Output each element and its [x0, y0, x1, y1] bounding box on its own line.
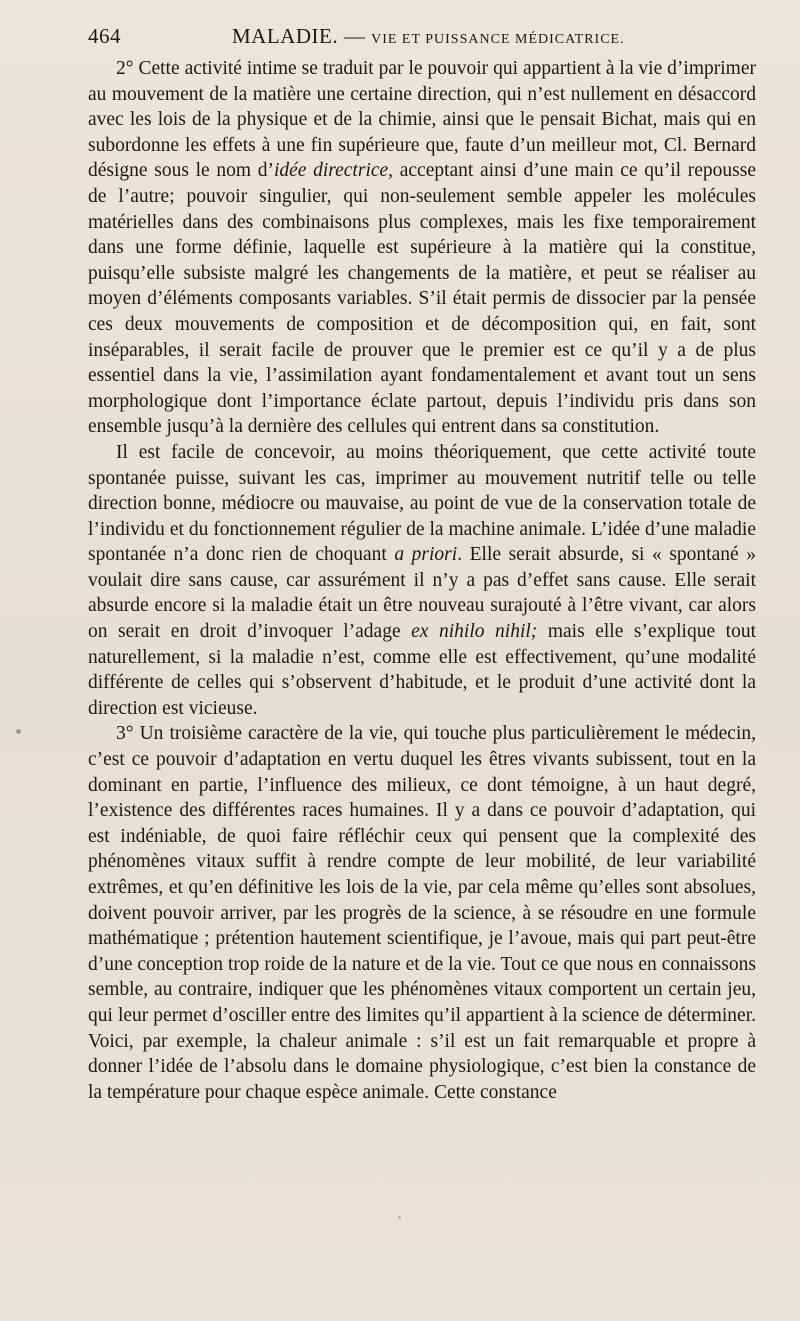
page-number: 464 [88, 24, 121, 48]
italic-run: a priori [394, 544, 458, 566]
running-title-sub: VIE ET PUISSANCE MÉDICATRICE. [371, 32, 625, 47]
text-run: Il est facile de concevoir, au moins théoriquement, que cette activité toute spontanée puisse, suivant les cas, imprimer au mouvement nutritif telle ou telle direction bonne, médiocre ou mauvaise, au point de vue de la conservation totale de l’individu et du fonctionnement régulier de la machine animale. L’idée d’une maladie spontanée n’a donc rien de choquant [88, 441, 756, 566]
body-text [88, 56, 756, 1105]
italic-run: idée directrice [273, 160, 389, 182]
paragraph-3 [88, 721, 756, 1105]
running-head [88, 20, 756, 56]
paragraph-2 [88, 440, 756, 722]
text-run: . Elle serait absurde, si « spontané » voulait dire sans cause, car assurément il n’y a pas d’effet sans cause. Elle serait absurde encore si la maladie était un être nouveau surajouté à l’être vivant, car alors on serait en droit d’invoquer l’adage [88, 544, 756, 643]
running-title-main: MALADIE. [232, 24, 339, 48]
text-run: , acceptant ainsi d’une main ce qu’il repousse de l’autre; pouvoir singulier, qui non-seulement semble appeler les molécules matérielles dans des combinaisons plus complexes, mais les fixe temporairement dans une forme définie, laquelle est supérieure à la matière qui la constitue, puisqu’elle subsiste malgré les changements de la matière, et peut se réaliser au moyen d’éléments composants variables. S’il était permis de dissocier par la pensée ces deux mouvements de composition et de décomposition qui, en fait, sont inséparables, il serait facile de prouver que le premier est ce qu’il y a de plus essentiel dans la vie, l’assimilation ayant fondamentalement et avant tout un sens morphologique dont l’importance éclate partout, depuis l’individu pris dans son ensemble jusqu’à la dernière des cellules qui entrent dans sa constitution. [88, 160, 756, 438]
ink-speck [16, 729, 21, 734]
running-title-dash: — [343, 24, 366, 48]
running-title [232, 24, 625, 49]
paragraph-1 [88, 56, 756, 440]
italic-run: ex nihilo nihil; [411, 621, 538, 643]
text-run: 2° Cette activité intime se traduit par le pouvoir qui appartient à la vie d’imprimer au mouvement de la matière une certaine direction, qui n’est nullement en désaccord avec les lois de la physique et de la chimie, ainsi que le pensait Bichat, mais qui en subordonne les effets à une fin supérieure que, faute d’un meilleur mot, Cl. Bernard désigne sous le nom d’ [88, 58, 756, 182]
ink-speck [398, 1216, 401, 1219]
text-run: 3° Un troisième caractère de la vie, qui touche plus particulièrement le médecin, c’est ce pouvoir d’adaptation en vertu duquel les êtres vivants subissent, tout en la dominant en partie, l’influence des milieux, ce dont témoigne, à un haut degré, l’existence des différentes races humaines. Il y a dans ce pouvoir d’adaptation, qui est indéniable, de quoi faire réfléchir ceux qui pensent que la complexité des phénomènes vitaux suffit à rendre compte de leur mobilité, de leur variabilité extrêmes, et qu’en définitive les lois de la vie, par cela même qu’elles sont absolues, doivent pouvoir arriver, par les progrès de la science, à se résoudre en une formule mathématique ; prétention hautement scientifique, je l’avoue, mais qui part peut-être d’une conception trop roide de la nature et de la vie. Tout ce que nous en connaissons semble, au contraire, indiquer que les phénomènes vitaux comportent un certain jeu, qui leur permet d’osciller entre des limites qu’il appartient à la science de déterminer. Voici, par exemple, la chaleur animale : s’il est un fait remarquable et propre à donner l’idée de l’absolu dans le domaine physiologique, c’est bien la constance de la température pour chaque espèce animale. Cette constance [88, 723, 756, 1103]
text-run: mais elle s’explique tout naturellement, si la maladie n’est, comme elle est effectivement, qu’une modalité différente de celles qui s’observent d’habitude, et le produit d’une activité dont la direction est vicieuse. [88, 621, 756, 719]
